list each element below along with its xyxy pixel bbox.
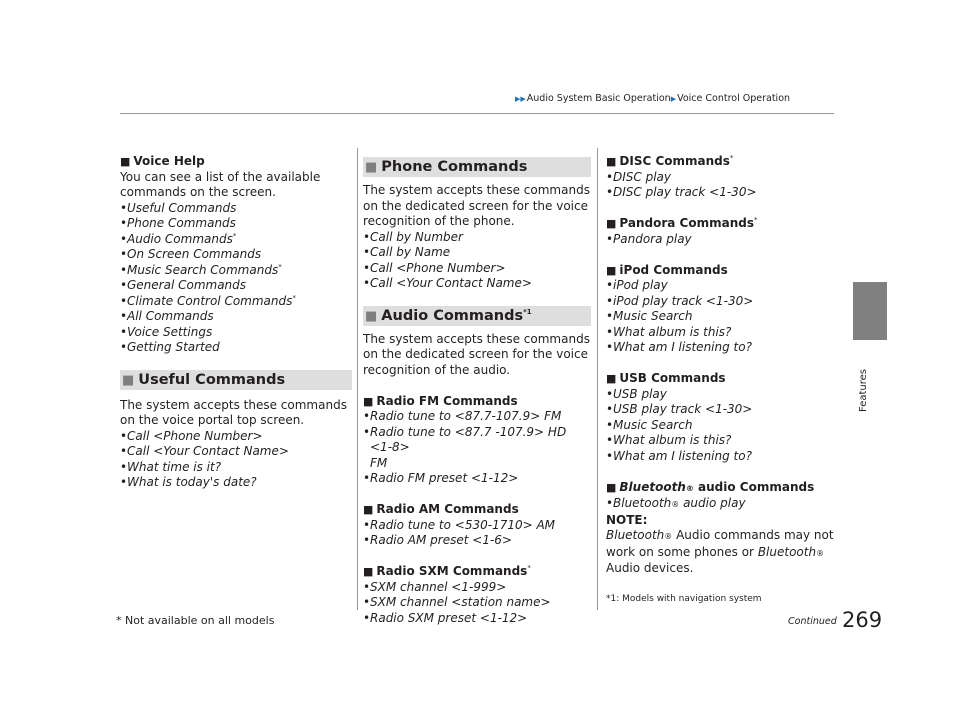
header-divider xyxy=(120,113,834,114)
arrow-icon: ▶▶ xyxy=(515,95,526,103)
list-item: • What time is it? xyxy=(120,460,352,476)
arrow-icon: ▶ xyxy=(670,95,677,103)
audio-text: The system accepts these commands on the dedicated screen for the voice recognition of the audio. xyxy=(363,331,590,377)
bluetooth-heading: ■ Bluetooth® audio Commands xyxy=(606,479,815,494)
useful-commands-heading: ■ Useful Commands xyxy=(120,370,352,390)
voice-help-text: You can see a list of the available commands on the screen. xyxy=(120,169,321,199)
list-item: • Radio AM preset <1-6> xyxy=(363,533,591,549)
list-item: • Call <Your Contact Name> xyxy=(363,276,591,292)
list-item: • Call <Phone Number> xyxy=(363,261,591,277)
right-column xyxy=(606,154,838,577)
ipod-heading: ■ iPod Commands xyxy=(606,262,728,277)
list-item: • Call by Number xyxy=(363,230,591,246)
list-item: • What am I listening to? xyxy=(606,449,838,465)
breadcrumb-part1: Audio System Basic Operation xyxy=(526,93,671,104)
audio-commands-heading: ■ Audio Commands$^{*1}$ xyxy=(363,306,591,326)
list-item: • Useful Commands xyxy=(120,201,352,217)
breadcrumb xyxy=(515,93,790,104)
breadcrumb-part2: Voice Control Operation xyxy=(677,93,791,104)
list-item: • Radio FM preset <1-12> xyxy=(363,471,591,487)
fm-heading: ■ Radio FM Commands xyxy=(363,393,518,408)
footnote: * Not available on all models xyxy=(116,614,275,627)
list-item: • Music Search xyxy=(606,309,838,325)
list-item-continued: FM xyxy=(370,455,388,470)
left-column xyxy=(120,154,352,491)
list-item: • Call by Name xyxy=(363,245,591,261)
list-item: • What is today's date? xyxy=(120,475,352,491)
list-item: • USB play xyxy=(606,387,838,403)
list-item: • Call <Phone Number> xyxy=(120,429,352,445)
list-item: • DISC play xyxy=(606,170,838,186)
continued-label: Continued xyxy=(788,616,837,627)
list-item: • DISC play track <1-30> xyxy=(606,185,838,201)
list-item: • Radio SXM preset <1-12> xyxy=(363,611,591,627)
list-item: • Music Search Commands* xyxy=(120,263,352,279)
column-divider xyxy=(597,148,598,610)
list-item: • Radio tune to <87.7-107.9> FM xyxy=(363,409,591,425)
list-item: • Getting Started xyxy=(120,340,352,356)
list-item: • What album is this? xyxy=(606,433,838,449)
list-item: • iPod play xyxy=(606,278,838,294)
column-divider xyxy=(357,148,358,610)
am-heading: ■ Radio AM Commands xyxy=(363,502,519,516)
list-item: • Audio Commands* xyxy=(120,232,352,248)
list-item: • Voice Settings xyxy=(120,325,352,341)
list-item: • Pandora play xyxy=(606,232,838,248)
sxm-heading: ■ Radio SXM Commands* xyxy=(363,564,531,578)
list-item: • iPod play track <1-30> xyxy=(606,294,838,310)
list-item: • Radio tune to <87.7 -107.9> HD <1-8> xyxy=(363,425,591,456)
phone-commands-heading: ■ Phone Commands xyxy=(363,157,591,177)
note-text: Bluetooth® Audio commands may not work on some phones or Bluetooth® Audio devices. xyxy=(606,528,834,575)
list-item: • All Commands xyxy=(120,309,352,325)
disc-heading: ■ DISC Commands* xyxy=(606,154,734,168)
page-number: 269 xyxy=(842,608,883,632)
list-item: • SXM channel <station name> xyxy=(363,595,591,611)
phone-text: The system accepts these commands on the dedicated screen for the voice recognition of the phone. xyxy=(363,183,590,228)
list-item: • General Commands xyxy=(120,278,352,294)
section-label: Features xyxy=(858,369,869,412)
list-item: • USB play track <1-30> xyxy=(606,402,838,418)
list-item: • Music Search xyxy=(606,418,838,434)
useful-text: The system accepts these commands on the voice portal top screen. xyxy=(120,397,347,427)
list-item: • Phone Commands xyxy=(120,216,352,232)
pandora-heading: ■ Pandora Commands* xyxy=(606,216,758,230)
usb-heading: ■ USB Commands xyxy=(606,371,726,385)
middle-column xyxy=(363,157,591,626)
list-item: • Radio tune to <530-1710> AM xyxy=(363,518,591,534)
list-item: • Call <Your Contact Name> xyxy=(120,444,352,460)
list-item: • SXM channel <1-999> xyxy=(363,580,591,596)
list-item: • What album is this? xyxy=(606,325,838,341)
list-item: • What am I listening to? xyxy=(606,340,838,356)
model-note: *1: Models with navigation system xyxy=(606,594,762,604)
note-label: NOTE: xyxy=(606,512,648,527)
list-item: • Climate Control Commands* xyxy=(120,294,352,310)
list-item: • On Screen Commands xyxy=(120,247,352,263)
voice-help-heading: ■ Voice Help xyxy=(120,154,205,168)
section-tab xyxy=(853,282,887,340)
list-item: • Bluetooth® audio play xyxy=(606,496,838,513)
